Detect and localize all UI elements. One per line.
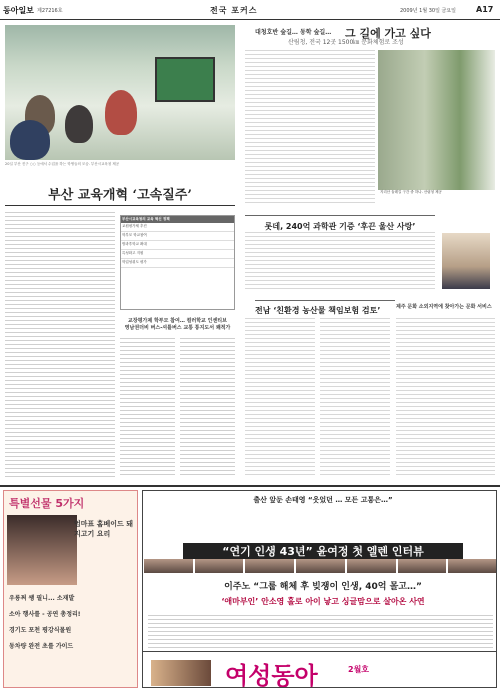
ad-left-title: 특별선물 5가지 [9, 497, 85, 510]
magazine-title: 여성동아 [225, 661, 318, 688]
photo-caption: 20일 부산 진구 ○○ 등에서 수업을 하는 학생들의 모습. 부산시교육청 제공 [5, 162, 120, 166]
article-body-busan-2 [120, 338, 175, 478]
ad-headline-2: “연기 인생 43년” 윤여정 첫 엘렌 인터뷰 [183, 543, 463, 559]
newspaper-logo: 동아일보 [3, 5, 34, 15]
ad-headline-4: ‘애마부인’ 안소영 홀로 아이 낳고 싱글맘으로 살아온 사연 [221, 597, 425, 606]
jeju-heading: 제주 문화 소외지역에 찾아가는 문화 서비스 [396, 304, 492, 310]
publish-date: 2009년 1월 30일 금요일 [400, 8, 457, 14]
list-item: 경기도 포천 평강식물원 [9, 627, 72, 634]
headline-busan: 부산 교육개혁 ‘고속질주’ [5, 184, 235, 206]
screen-in-photo [155, 57, 215, 102]
page-number: A17 [476, 5, 494, 14]
section-title: 전국 포커스 [210, 6, 258, 15]
list-item: 소아 행사를 - 공연 총정리! [9, 611, 81, 618]
forest-title: 그 길에 가고 싶다 [345, 27, 431, 40]
article-body-forest [245, 50, 375, 205]
table-row: 학부모 학교참여 [121, 232, 234, 241]
table-title: 부산시교육청의 교육 혁신 정책 [121, 216, 234, 223]
article-body-busan-3 [180, 338, 235, 478]
ad-model-photo [7, 515, 77, 585]
magazine-banner [143, 651, 497, 688]
portrait-photo [442, 233, 490, 289]
article-body-jn-1 [245, 318, 315, 478]
article-body-jn-2 [320, 318, 390, 478]
ad-left-subtitle: 엄마표 홈베이드 돼지고기 요리 [74, 520, 133, 538]
table-row: 특성화고 지원 [121, 250, 234, 259]
ad-headline-3: 이주노 “그룹 해체 후 빚쟁이 인생, 40억 몰고…” [224, 582, 422, 592]
policy-table [120, 215, 235, 310]
article-body-jeju [396, 318, 495, 478]
headline-jeonnam: 전남 ‘친환경 농산물 책임보험 검토’ [255, 300, 395, 316]
ad-headline-1: 출산 앞둔 손태영 “웃었던 … 모든 고통은…” [253, 496, 393, 504]
ad-left-list [9, 591, 81, 655]
ad-right-panel [142, 490, 497, 688]
table-row: 학업성취도 평가 [121, 259, 234, 268]
table-row: 교원평가제 추진 [121, 223, 234, 232]
classroom-photo [5, 25, 235, 160]
table-row: 방과후학교 확대 [121, 241, 234, 250]
article-body-lotte [245, 232, 435, 292]
article-body-busan-1 [5, 212, 115, 477]
headline-lotte: 롯데, 240억 과학관 기증 ‘후끈 울산 사랑’ [245, 215, 435, 232]
list-item: 우릉쩌 쌩 필니... 소재발 [9, 595, 75, 602]
list-item: 동차량 완전 초를 가이드 [9, 643, 74, 650]
forest-subtitle: 산림청, 전국 12곳 1500㎞ 문화체험로 조성 [288, 39, 404, 46]
ad-left-panel [3, 490, 138, 688]
magazine-issue: 2월호 [348, 665, 370, 674]
forest-kicker: 대청호반 숲길… 동학 숲길… [255, 29, 332, 36]
magazine-cover [151, 660, 211, 686]
ad-photo-strip [143, 559, 497, 573]
busan-subheading: 교장평가제 학부모 참여… 컬러학교 인센티브 영남권더비 버스-셔틀버스 교통 통지도서 쾌적가 [124, 318, 231, 331]
forest-path-photo [378, 50, 495, 190]
forest-photo-caption: 지리산 둘레길 구간 중 하나. 산림청 제공 [380, 190, 442, 194]
issue-number: 제27216호 [37, 8, 63, 14]
ad-body-text [148, 615, 493, 649]
